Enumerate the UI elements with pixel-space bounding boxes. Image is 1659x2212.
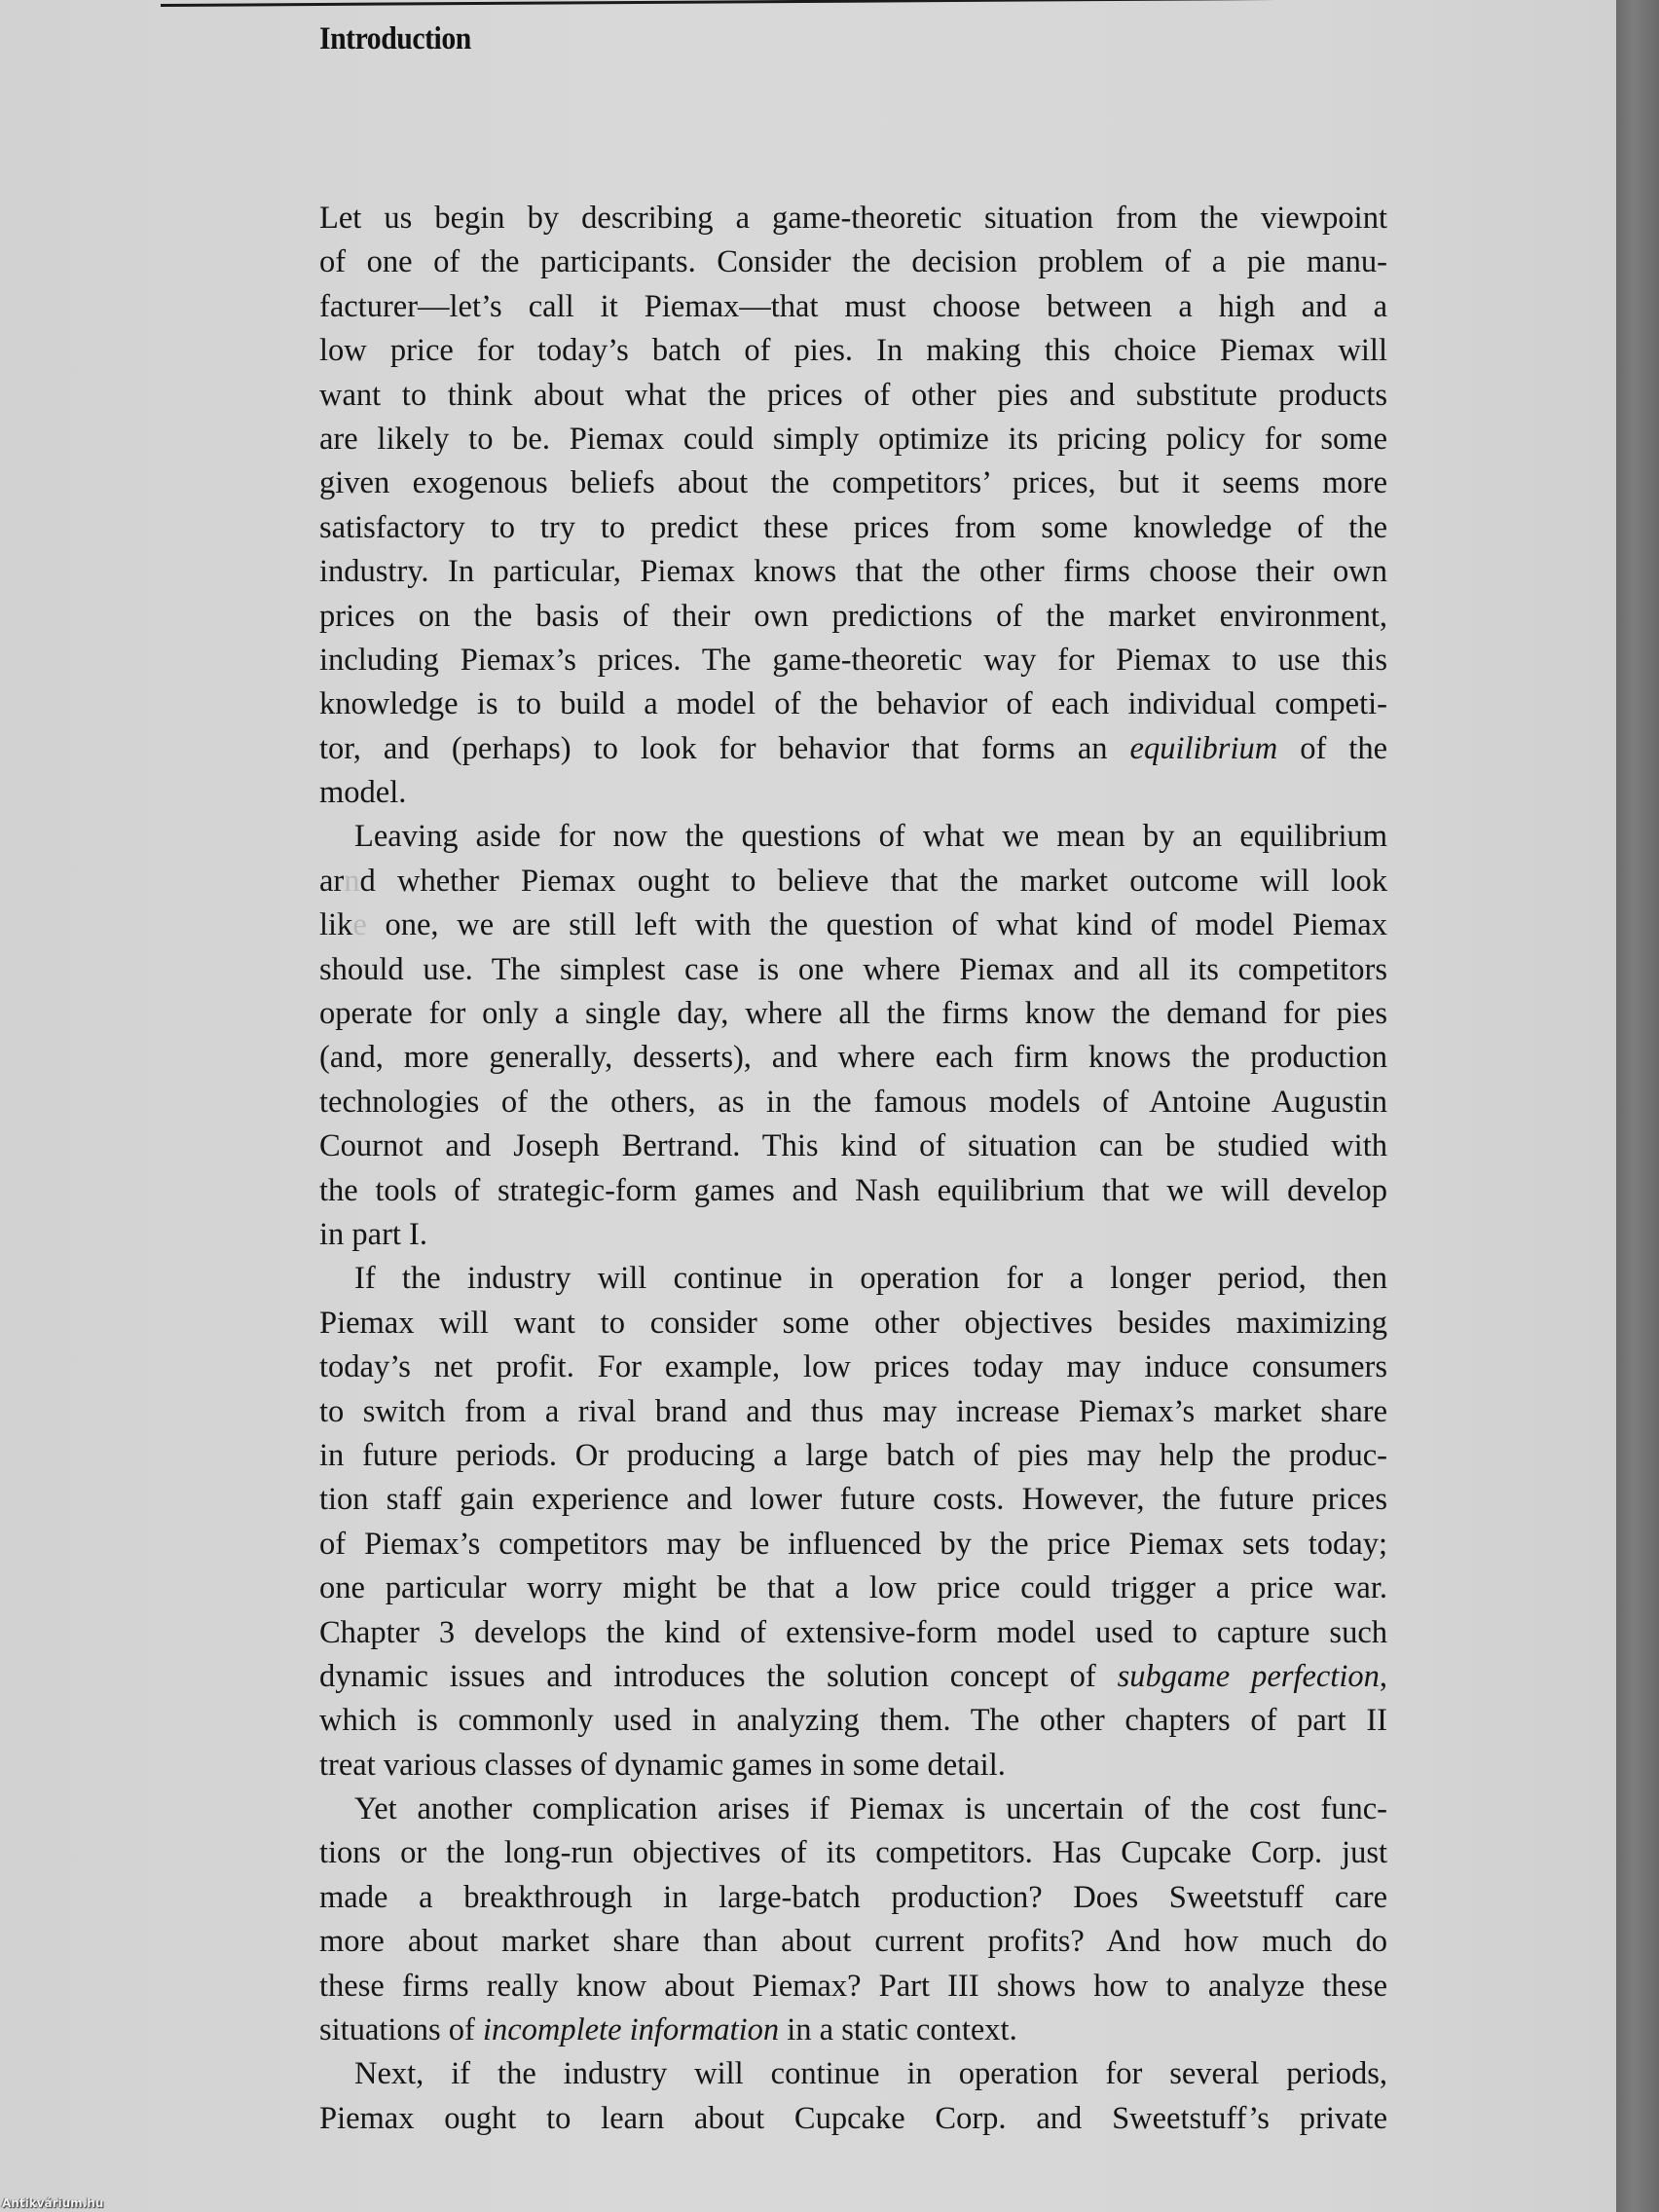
text-line: operate for only a single day, where all the firms know the demand for pies	[319, 996, 1387, 1032]
text-line: situations of incomplete information in a static context.	[319, 2012, 1017, 2048]
paragraph-2	[319, 815, 1387, 1257]
text-line: in future periods. Or producing a large batch of pies may help the produc-	[319, 1437, 1387, 1473]
text-line: should use. The simplest case is one where Piemax and all its competitors	[319, 951, 1387, 987]
text-line: arnd whether Piemax ought to believe that the market outcome will look	[319, 863, 1387, 899]
text-line: in part I.	[319, 1216, 428, 1252]
watermark-logo: Antikvárium.hu	[2, 2196, 104, 2210]
text-line: satisfactory to try to predict these prices from some knowledge of the	[319, 509, 1387, 545]
text-line: today’s net profit. For example, low prices today may induce consumers	[319, 1349, 1387, 1385]
emphasis-equilibrium: equilibrium	[1129, 730, 1278, 766]
text-line: given exogenous beliefs about the competitors’ prices, but it seems more	[319, 465, 1387, 501]
paragraph-5	[319, 2052, 1387, 2141]
text-line: these firms really know about Piemax? Part III shows how to analyze these	[319, 1968, 1387, 2004]
text-line: one particular worry might be that a low price could trigger a price war.	[319, 1570, 1387, 1606]
text-line: tion staff gain experience and lower future costs. However, the future prices	[319, 1482, 1387, 1518]
text-line: including Piemax’s prices. The game-theoretic way for Piemax to use this	[319, 642, 1387, 678]
text-line: model.	[319, 775, 407, 811]
text-line: treat various classes of dynamic games in some detail.	[319, 1747, 1006, 1783]
header-rule	[161, 0, 1504, 7]
paragraph-1	[319, 197, 1387, 815]
text-line: more about market share than about current profits? And how much do	[319, 1924, 1387, 1960]
text-line: Cournot and Joseph Bertrand. This kind of situation can be studied with	[319, 1128, 1387, 1164]
text-line: technologies of the others, as in the famous models of Antoine Augustin	[319, 1084, 1387, 1120]
text-line: facturer—let’s call it Piemax—that must choose between a high and a	[319, 288, 1387, 324]
text-line: want to think about what the prices of other pies and substitute products	[319, 377, 1387, 413]
text-line: like one, we are still left with the question of what kind of model Piemax	[319, 907, 1387, 943]
emphasis-incomplete-information: incomplete information	[482, 2012, 780, 2048]
text-line: prices on the basis of their own predictions of the market environment,	[319, 598, 1387, 634]
text-line: tor, and (perhaps) to look for behavior that forms an equilibrium of the	[319, 730, 1387, 766]
text-line: Let us begin by describing a game-theoretic situation from the viewpoint	[319, 201, 1387, 236]
text-line: of one of the participants. Consider the decision problem of a pie manu-	[319, 244, 1387, 280]
text-line: tions or the long-run objectives of its competitors. Has Cupcake Corp. just	[319, 1835, 1387, 1871]
text-line: (and, more generally, desserts), and where each firm knows the production	[319, 1040, 1387, 1076]
paragraph-3	[319, 1257, 1387, 1788]
body-text	[319, 197, 1387, 2141]
paragraph-4	[319, 1788, 1387, 2052]
text-line: Piemax will want to consider some other objectives besides maximizing	[319, 1305, 1387, 1341]
text-line: low price for today’s batch of pies. In making this choice Piemax will	[319, 333, 1387, 369]
text-line: industry. In particular, Piemax knows that the other firms choose their own	[319, 554, 1387, 590]
text-line: Leaving aside for now the questions of what we mean by an equilibrium	[354, 819, 1387, 855]
running-head-title: Introduction	[319, 21, 471, 56]
text-line: Yet another complication arises if Piemax is uncertain of the cost func-	[354, 1791, 1387, 1827]
text-line: Chapter 3 develops the kind of extensive-form model used to capture such	[319, 1614, 1387, 1650]
text-line: Piemax ought to learn about Cupcake Corp. and Sweetstuff’s private	[319, 2100, 1387, 2136]
text-line: made a breakthrough in large-batch production? Does Sweetstuff care	[319, 1879, 1387, 1915]
text-line: of Piemax’s competitors may be influenced by the price Piemax sets today;	[319, 1526, 1387, 1562]
emphasis-subgame-perfection: subgame perfection	[1117, 1658, 1380, 1694]
text-line: the tools of strategic-form games and Nash equilibrium that we will develop	[319, 1172, 1387, 1208]
text-line: are likely to be. Piemax could simply optimize its pricing policy for some	[319, 421, 1387, 457]
text-line: Next, if the industry will continue in operation for several periods,	[354, 2056, 1387, 2092]
page-edge-strip	[1616, 0, 1659, 2212]
text-line: dynamic issues and introduces the solution concept of subgame perfection,	[319, 1658, 1387, 1694]
text-line: If the industry will continue in operation for a longer period, then	[354, 1261, 1387, 1297]
text-line: knowledge is to build a model of the behavior of each individual competi-	[319, 686, 1387, 722]
text-line: to switch from a rival brand and thus may increase Piemax’s market share	[319, 1393, 1387, 1429]
text-line: which is commonly used in analyzing them. The other chapters of part II	[319, 1703, 1387, 1739]
